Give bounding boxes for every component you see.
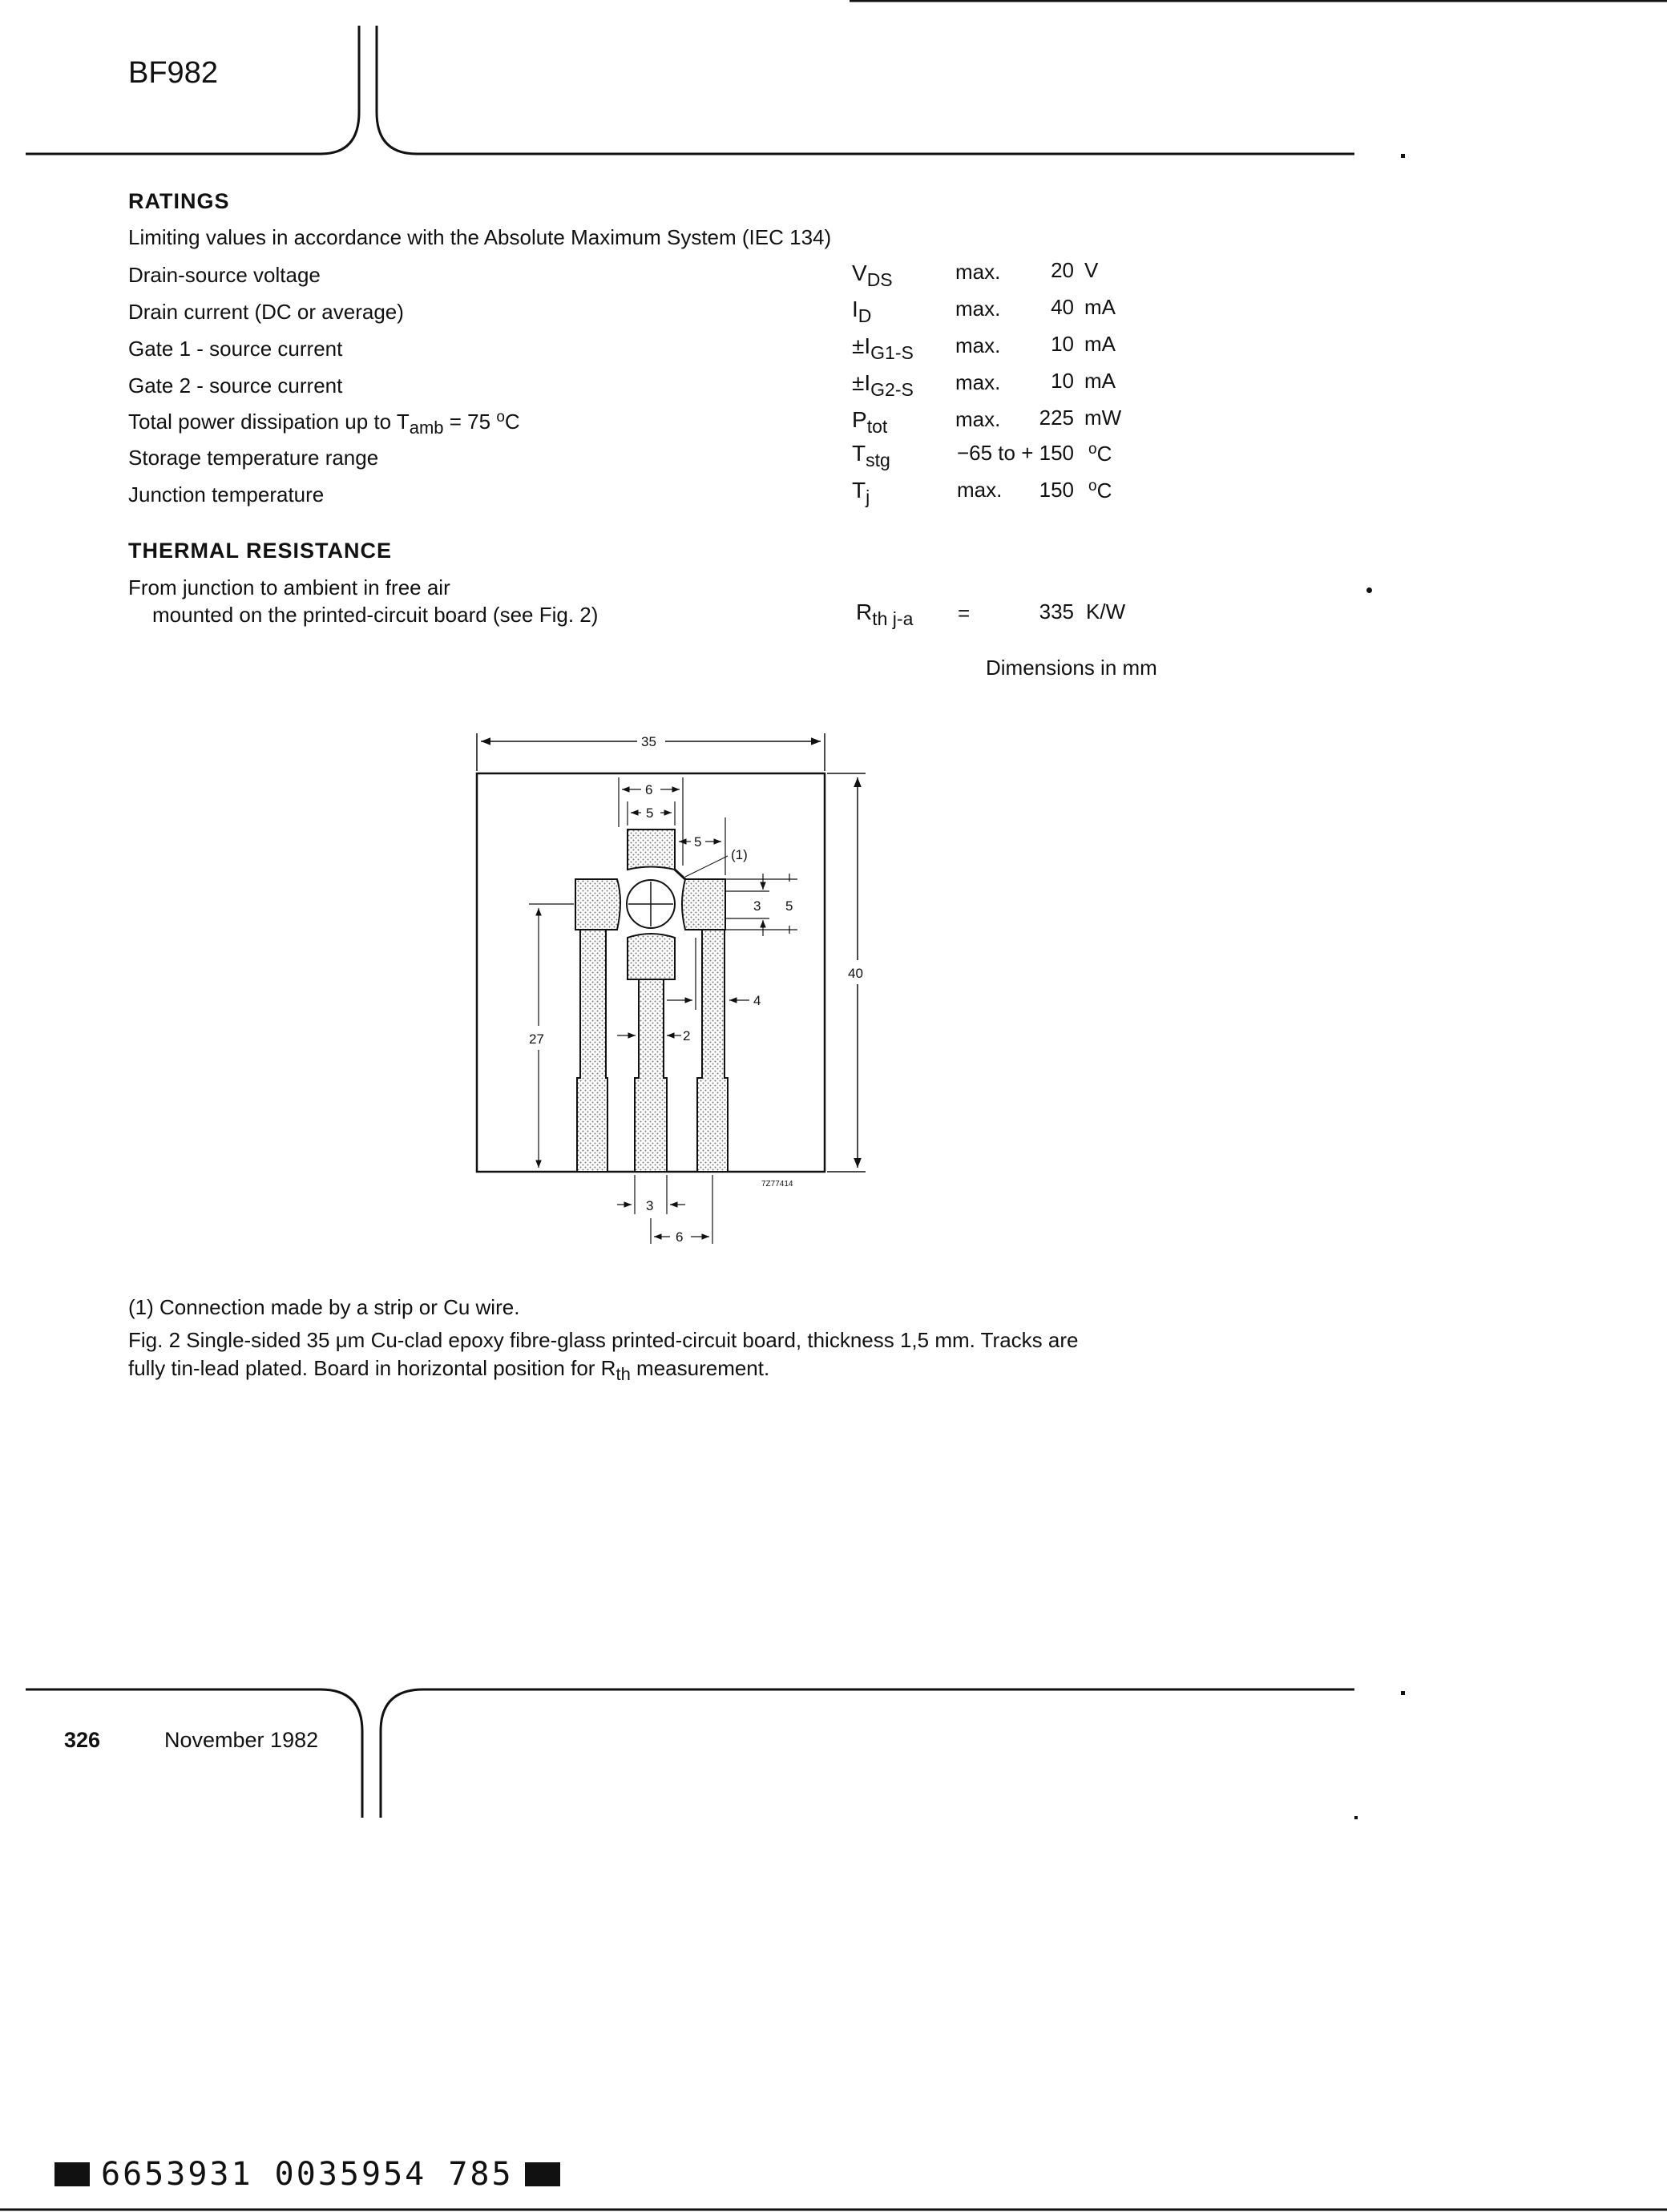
rating-unit: mW: [1084, 406, 1122, 430]
track-right: [697, 930, 728, 1172]
figure-caption-line-1: Fig. 2 Single-sided 35 μm Cu-clad epoxy fibre-glass printed-circuit board, thickness 1,5 mm. Tracks are: [128, 1328, 1079, 1352]
figure-note: (1) Connection made by a strip or Cu wire.: [128, 1295, 520, 1319]
rating-qualifier: max.: [957, 478, 1003, 502]
rating-param: Drain current (DC or average): [128, 300, 404, 324]
publication-date: November 1982: [164, 1728, 319, 1752]
rating-range: −65 to + 150: [956, 441, 1074, 465]
drawing-code: 7Z77414: [761, 1180, 793, 1189]
rating-qualifier: max.: [955, 370, 1001, 394]
rating-unit: $^o$C: [1088, 478, 1112, 503]
thermal-value: 335: [1039, 599, 1074, 624]
dim-pad-gap: [679, 817, 725, 875]
thermal-unit: K/W: [1086, 599, 1126, 624]
rating-unit: mA: [1084, 295, 1116, 319]
barcode-block-right: [525, 2162, 560, 2186]
rating-qualifier: max.: [955, 407, 1001, 431]
figure-caption-line-2: fully tin-lead plated. Board in horizontal position for $R_{th}$ measurement.: [128, 1356, 770, 1384]
dim-lead-length: [529, 904, 574, 1172]
barcode-line: [54, 2154, 560, 2193]
dim-board-width: [477, 733, 825, 771]
rating-value: 40: [1051, 295, 1074, 319]
rating-symbol: $I_D$: [852, 297, 872, 326]
rating-value: 10: [1051, 369, 1074, 393]
part-number-title: BF982: [128, 56, 218, 90]
dimensions-note: Dimensions in mm: [986, 656, 1157, 680]
dim-label: 5: [694, 834, 702, 850]
dim-label: 3: [646, 1198, 654, 1213]
ratings-heading: RATINGS: [128, 189, 230, 213]
rating-param: Total power dissipation up to $T_{amb} = 75$ $^o$C: [128, 409, 520, 438]
rating-unit: mA: [1084, 369, 1116, 393]
track-left: [577, 930, 607, 1172]
rating-qualifier: max.: [955, 333, 1001, 357]
rating-unit: $^o$C: [1088, 441, 1112, 466]
rating-symbol: $T_{stg}$: [852, 441, 890, 470]
ratings-subtitle: Limiting values in accordance with the Absolute Maximum System (IEC 134): [128, 225, 832, 249]
rating-symbol: $P_{tot}$: [852, 407, 888, 437]
rating-param: Storage temperature range: [128, 446, 379, 470]
rating-symbol: $T_j$: [852, 478, 870, 507]
barcode-block-left: [54, 2162, 90, 2186]
rating-unit: V: [1084, 258, 1099, 282]
dim-bottom-small: [617, 1175, 685, 1214]
pad-top: [628, 830, 675, 870]
track-centre: [635, 979, 667, 1172]
dim-label: 6: [645, 782, 653, 797]
dim-label: 3: [753, 898, 761, 914]
thermal-heading: THERMAL RESISTANCE: [128, 539, 393, 563]
thermal-line-1: From junction to ambient in free air: [128, 575, 450, 599]
thermal-equals: =: [958, 601, 971, 625]
dim-board-height: [827, 773, 866, 1172]
rating-value: 20: [1051, 258, 1074, 282]
pad-left: [575, 879, 620, 930]
rating-param: Junction temperature: [128, 482, 325, 507]
dim-label: 5: [785, 898, 793, 914]
dim-pad-height: [725, 874, 797, 936]
dim-label: 2: [683, 1028, 691, 1043]
dim-label: 6: [676, 1229, 684, 1245]
rating-qualifier: max.: [955, 297, 1001, 321]
dim-pad-inner: [628, 801, 675, 825]
rating-unit: mA: [1084, 332, 1116, 356]
rating-symbol: $V_{DS}$: [852, 260, 893, 290]
rating-value: 10: [1051, 332, 1074, 356]
thermal-symbol: $R_{th j-a}$: [856, 599, 914, 629]
dim-label: 5: [646, 805, 654, 821]
rating-symbol: $\pm I_{G2-S}$: [852, 370, 914, 400]
rating-value: 225: [1039, 406, 1074, 430]
dim-label: 4: [753, 993, 761, 1008]
dim-label: 40: [848, 966, 863, 981]
rating-qualifier: max.: [955, 260, 1001, 284]
dim-label: 27: [529, 1031, 544, 1047]
page-number: 326: [64, 1728, 101, 1752]
barcode-text: 6653931 0035954 785: [101, 2156, 514, 2193]
rating-param: Gate 2 - source current: [128, 373, 343, 398]
rating-symbol: $\pm I_{G1-S}$: [852, 333, 914, 363]
pad-bottom: [628, 934, 675, 979]
dim-label: 35: [641, 734, 656, 749]
rating-param: Gate 1 - source current: [128, 337, 343, 361]
rating-value: 150: [1039, 478, 1074, 502]
thermal-line-2: mounted on the printed-circuit board (see Fig. 2): [152, 603, 599, 627]
dim-bottom-large: [651, 1175, 712, 1245]
note-ref-label: (1): [731, 847, 748, 862]
rating-param: Drain-source voltage: [128, 263, 321, 287]
pad-right: [682, 879, 725, 930]
